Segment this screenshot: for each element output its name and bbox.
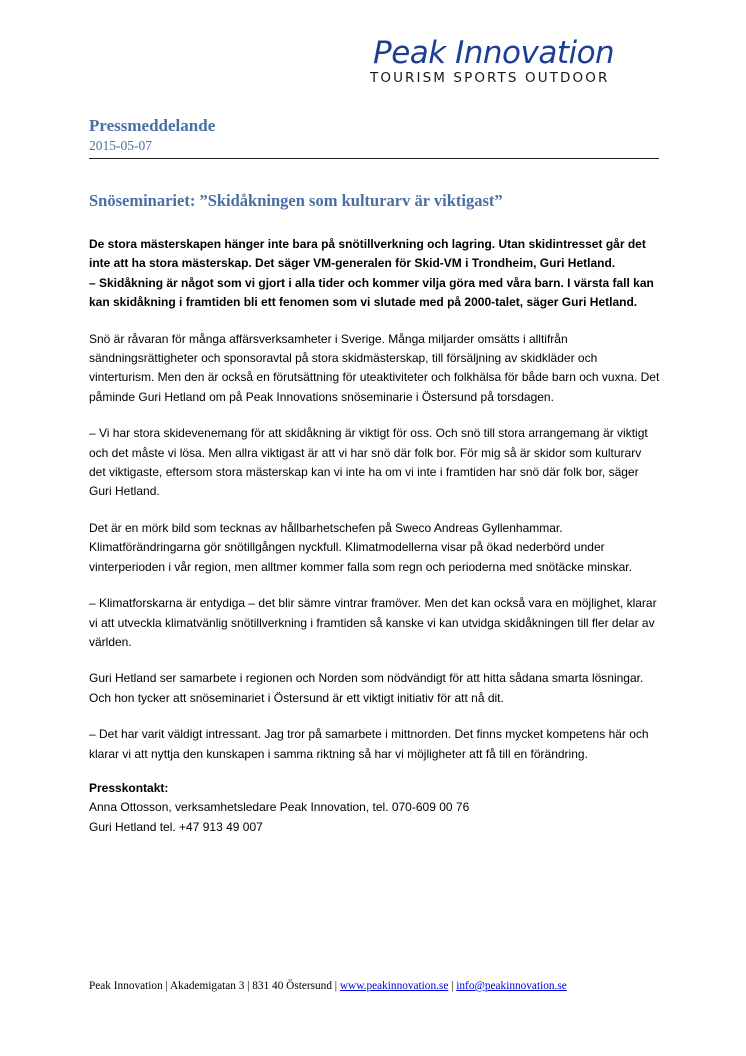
logo-tagline: TOURISM SPORTS OUTDOOR (370, 70, 610, 86)
body-paragraph: – Det har varit väldigt intressant. Jag tror på samarbete i mittnorden. Det finns mycket kompetens här och klarar vi att nyttja den kunskapen i samma riktning så har vi möjligheter att få till en förändring. (89, 727, 649, 761)
article-headline: Snöseminariet: ”Skidåkningen som kulturarv är viktigast” (89, 191, 503, 210)
header-divider (89, 158, 659, 159)
company-logo (370, 34, 640, 86)
press-contact (89, 779, 661, 837)
article-body (89, 235, 661, 837)
logo-name: Peak Innovation (373, 35, 615, 71)
press-contact-line: Guri Hetland tel. +47 913 49 007 (89, 819, 263, 834)
footer-website-link[interactable]: www.peakinnovation.se (339, 980, 449, 992)
lead-sentence: De stora mästerskapen hänger inte bara på snötillverkning och lagring. Utan skidintresset går det inte att ha stora mästerskap. Det säger VM-generalen för Skid-VM i Trondheim, Guri Hetland. (89, 237, 646, 271)
footer-separator: | (448, 980, 457, 992)
press-contact-heading: Presskontakt: (89, 780, 169, 795)
lead-paragraph (89, 235, 661, 313)
document-type-label: Pressmeddelande (89, 116, 216, 135)
body-paragraph: – Vi har stora skidevenemang för att skidåkning är viktigt för oss. Och snö till stora arrangemang är viktigt och det måste vi lösa. Men allra viktigast är att vi har snö där folk bor. För mig så är skidor som kulturarv det viktigaste, eftersom stora mästerskap kan vi inte ha om vi inte i framtiden har snö där folk bor, säger Guri Hetland. (89, 426, 648, 499)
footer-address: Peak Innovation | Akademigatan 3 | 831 40 Östersund | (89, 980, 340, 992)
body-paragraph: Det är en mörk bild som tecknas av hållbarhetschefen på Sweco Andreas Gyllenhammar. Klimatförändringarna gör snötillgången nyckfull. Klimatmodellerna visar på ökad nederbörd under vinterperioden i vår region, men alltmer kommer falla som regn och perioderna med snötäcke minskar. (89, 520, 632, 574)
body-paragraph: Guri Hetland ser samarbete i regionen och Norden som nödvändigt för att hitta sådana smarta lösningar. Och hon tycker att snöseminariet i Östersund är ett viktigt initiativ för att nå dit. (89, 671, 644, 705)
footer-email-link[interactable]: info@peakinnovation.se (456, 980, 567, 992)
release-date: 2015-05-07 (89, 138, 152, 153)
press-contact-line: Anna Ottosson, verksamhetsledare Peak Innovation, tel. 070-609 00 76 (89, 800, 470, 815)
body-paragraph: Snö är råvaran för många affärsverksamheter i Sverige. Många miljarder omsätts i alltifrån sändningsrättigheter och sponsoravtal på stora skidmästerskap, till försäljning av skidkläder och vinterturism. Men den är också en förutsättning för uteaktiviteter och folkhälsa för både barn och vuxna. Det påminde Guri Hetland om på Peak Innovations snöseminarie i Östersund på torsdagen. (89, 331, 660, 404)
body-paragraph: – Klimatforskarna är entydiga – det blir sämre vintrar framöver. Men det kan också vara en möjlighet, klarar vi att utveckla klimatvänlig snötillverkning i framtiden så kanske vi kan utvidga skidåkningen till fler delar av världen. (89, 596, 657, 649)
lead-quote: – Skidåkning är något som vi gjort i alla tider och kommer vilja göra med våra barn. I värsta fall kan kan skidåkning i framtiden bli ett fenomen som vi slutade med på 2000-talet, säger Guri Hetland. (89, 275, 654, 310)
page-footer (89, 980, 689, 992)
